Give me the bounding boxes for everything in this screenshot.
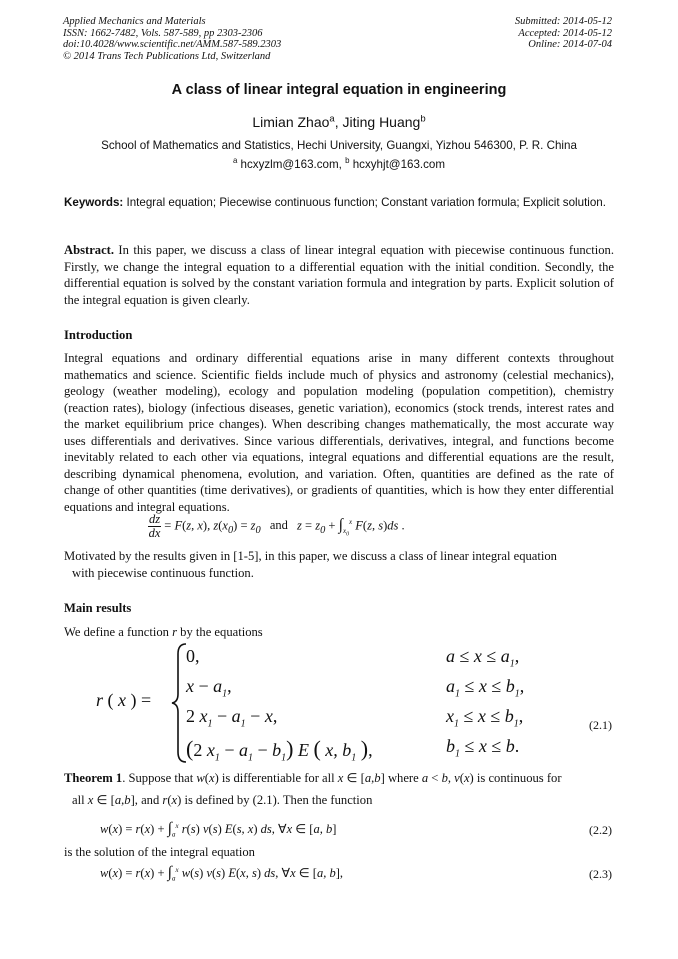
and-word: and xyxy=(269,518,288,533)
keywords xyxy=(64,195,614,211)
copyright-line: © 2014 Trans Tech Publications Ltd, Switzerland xyxy=(63,50,271,62)
case-3-expr: 2 $x_1 - a_1 - x$, xyxy=(186,706,278,730)
equation-number-2-3: (2.3) xyxy=(589,867,612,881)
email-mark-b: b xyxy=(345,156,350,166)
email-mark-a: a xyxy=(232,156,238,166)
definition-sentence: We define a function r by the equations xyxy=(64,625,263,639)
case-1-expr: 0, xyxy=(186,646,200,666)
journal-name: Applied Mechanics and Materials xyxy=(63,16,206,27)
author-list xyxy=(0,114,678,130)
equation-2-2: $w(x) = r(x) + \int_a^x$ r(s) v(s) E(s, x) ds, ∀x ∈ [a, b] xyxy=(100,820,337,839)
keywords-text: Integral equation; Piecewise continuous function; Constant variation formula; Explicit solution. xyxy=(123,196,606,209)
abstract-label: Abstract. xyxy=(64,243,115,257)
function-r: r xyxy=(172,625,177,639)
motivation-line-2: with piecewise continuous function. xyxy=(72,566,254,580)
keywords-label: Keywords: xyxy=(64,196,124,209)
abstract-text: In this paper, we discuss a class of linear integral equation with piecewise continuous function. Firstly, we change the integral equation to a differential equation with the initial condition. Secondly, the differential equation is solved by the constant variation formula and integration by parts. Explicit solution of the integral equation is given clearly. xyxy=(64,243,614,307)
case-4-expr: (2 $x_1 - a_1 - b_1$) E ( x, $b_1$ ), xyxy=(186,736,373,764)
case-1-domain: $a \le x \le a_1$, xyxy=(446,646,520,670)
author-sep: , xyxy=(334,114,343,130)
affiliation: School of Mathematics and Statistics, Hechi University, Guangxi, Yizhou 546300, P. R. China xyxy=(101,139,577,152)
journal-info xyxy=(63,16,281,62)
dz-dx-fraction: $\frac{dz}{dx}$ xyxy=(148,512,161,540)
r-of-x: r ( x ) = xyxy=(96,690,152,710)
ode-equation: $\frac{dz}{dx}$ = F(z, x), $z(x_0) = z_0$ and $z = z_0 + \int_{x_0}^x$ F(z, s)ds . xyxy=(148,512,405,540)
email-b[interactable]: hcxyhjt@163.com xyxy=(349,158,446,171)
author-2-mark: b xyxy=(420,113,426,125)
abstract xyxy=(64,242,614,308)
case-4-domain: $b_1 \le x \le b$. xyxy=(446,736,520,760)
solution-sentence: is the solution of the integral equation xyxy=(64,845,255,859)
theorem-1-line-2: all x ∈ [a,b], and r(x) is defined by (2.1). Then the function xyxy=(72,793,373,807)
email-a[interactable]: hcxyzlm@163.com, xyxy=(237,158,346,171)
author-1: Limian Zhao xyxy=(252,114,330,130)
case-2-expr: $x - a_1$, xyxy=(186,676,232,700)
theorem-1-line-1: Theorem 1. Suppose that w(x) is differentiable for all x ∈ [a,b] where a < b, v(x) is continuous for xyxy=(64,771,562,785)
introduction-body: Integral equations and ordinary differential equations arise in many different contexts throughout mathematics and science. Scientific fields include much of physics and astronomy (celestial mechanics), geology (weather modeling), ecology and population modeling (population competition), chemistry (reaction rates), biology (infectious diseases, genetic variation), economics (stock trends, interest rates and the market equilibrium price changes). When describing changes mathematically, the most accurate way uses differentials and derivatives. Since various differentials, derivatives, integral, and functions become inevitably related to each other via equations, integral equations and differential equations are the result, describing dynamical phenomena, evolution, and variation. Often, quantities are defined as the rate of change of other quantities (time derivatives), or gradients of quantities, which is how they enter differential equations and integral equations. xyxy=(64,351,614,514)
author-1-mark: a xyxy=(329,113,335,125)
date-info xyxy=(515,16,612,51)
equation-2-3: $w(x) = r(x) + \int_a^x$ w(s) v(s) E(x, s) ds, ∀x ∈ [a, b], xyxy=(100,864,343,883)
equation-number-2-2: (2.2) xyxy=(589,823,612,837)
email-line xyxy=(0,158,678,171)
case-3-domain: $x_1 \le x \le b_1$, xyxy=(446,706,524,730)
doi-line: doi:10.4028/www.scientific.net/AMM.587-589.2303 xyxy=(63,39,282,50)
motivation-line-1: Motivated by the results given in [1-5], in this paper, we discuss a class of linear integral equation xyxy=(64,549,557,563)
equation-number-2-1: (2.1) xyxy=(589,718,612,732)
online-date: Online: 2014-07-04 xyxy=(528,39,612,50)
case-2-domain: $a_1 \le x \le b_1$, xyxy=(446,676,525,700)
paper-title: A class of linear integral equation in engineering xyxy=(171,82,507,98)
submitted-date: Submitted: 2014-05-12 xyxy=(514,16,612,27)
main-results-heading: Main results xyxy=(64,601,132,615)
introduction-heading: Introduction xyxy=(64,328,133,342)
author-2: Jiting Huang xyxy=(342,114,421,130)
accepted-date: Accepted: 2014-05-12 xyxy=(518,27,612,39)
issn-line: ISSN: 1662-7482, Vols. 587-589, pp 2303-2306 xyxy=(63,27,263,39)
theorem-label: Theorem 1 xyxy=(64,771,123,785)
